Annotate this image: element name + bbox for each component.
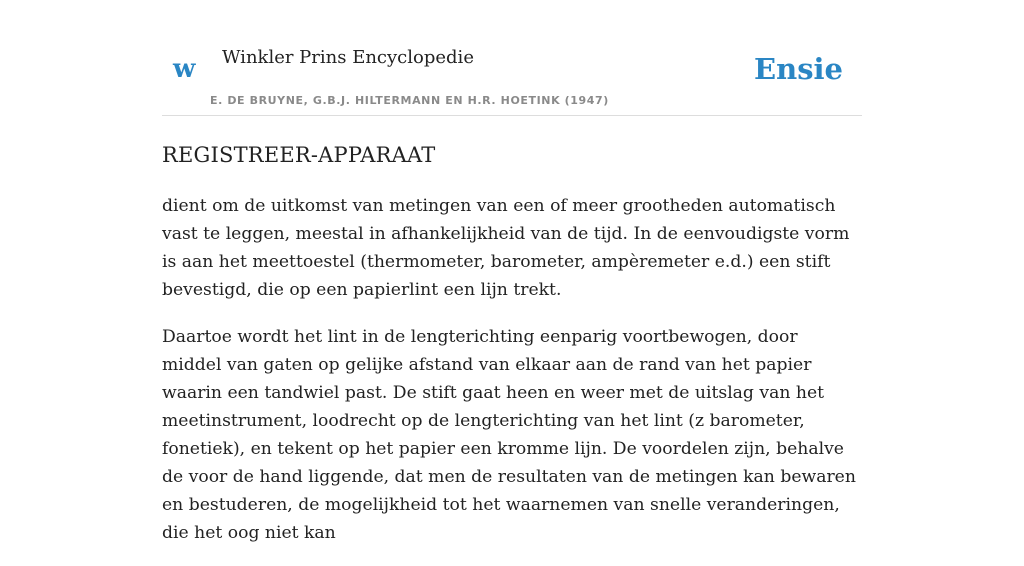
entry-paragraph: dient om de uitkomst van metingen van een of meer grootheden automatisch vast te leggen, meestal in afhankelijkheid van de tijd. In de eenvoudigste vorm is aan het meettoestel (thermometer, barometer, ampèremeter e.d.) een stift bevestigd, die op een papierlint een lijn trekt. <box>162 196 850 300</box>
winkler-prins-logo[interactable]: w <box>173 54 196 84</box>
entry-body <box>162 192 862 566</box>
entry-title: REGISTREER-APPARAAT <box>162 143 436 167</box>
source-authors: E. DE BRUYNE, G.B.J. HILTERMANN EN H.R. HOETINK (1947) <box>210 94 609 107</box>
source-title[interactable]: Winkler Prins Encyclopedie <box>222 47 474 68</box>
entry-paragraph: Daartoe wordt het lint in de lengterichting eenparig voortbewogen, door middel van gaten op gelijke afstand van elkaar aan de rand van het papier waarin een tandwiel past. De stift gaat heen en weer met de uitslag van het meetinstrument, loodrecht op de lengterichting van het lint (z barometer, fonetiek), en tekent op het papier een kromme lijn. De voordelen zijn, behalve de voor de hand liggende, dat men de resultaten van de metingen kan bewaren en bestuderen, de mogelijkheid tot het waarnemen van snelle veranderingen, die het oog niet kan <box>162 327 856 543</box>
source-header <box>162 0 862 116</box>
ensie-logo[interactable]: Ensie <box>754 52 843 86</box>
article-page <box>162 0 862 543</box>
